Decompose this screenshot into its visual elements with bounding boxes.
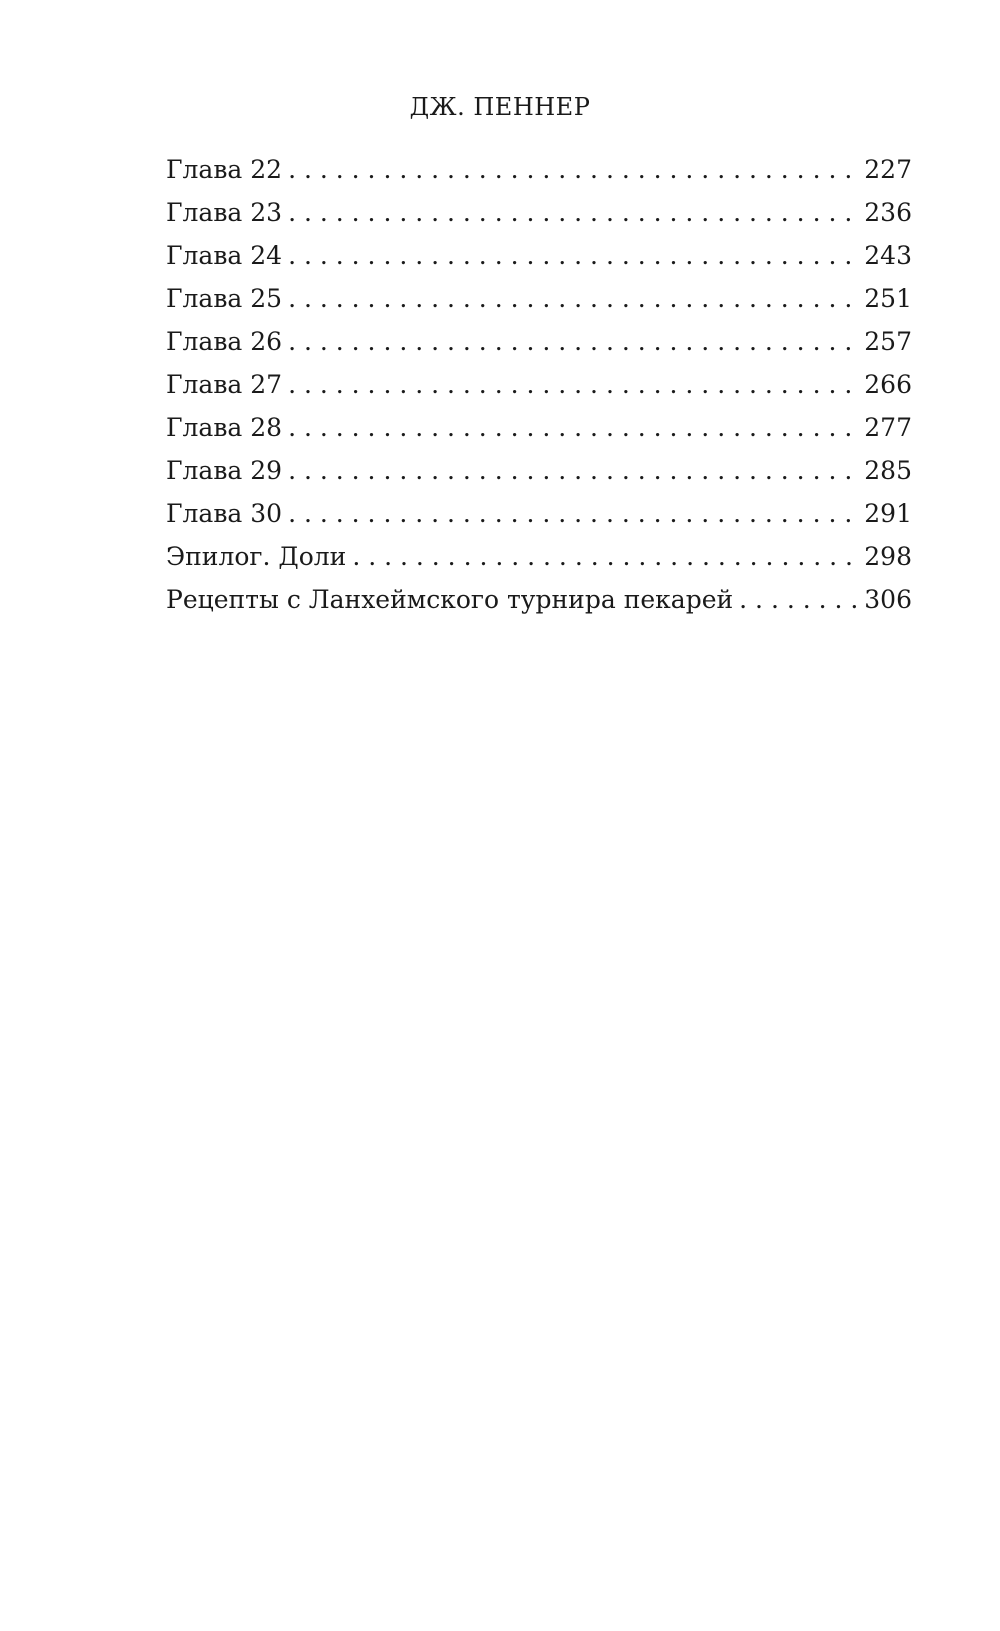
toc-entry-page: 236 [864,198,912,227]
toc-entry-title: Глава 23 [166,198,283,227]
toc-dot-leader [288,363,856,406]
toc-entry-page: 243 [864,241,912,270]
toc-entry [166,406,912,449]
toc-entry-title: Глава 24 [166,241,283,270]
toc-entry [166,277,912,320]
toc-entry-title: Эпилог. Доли [166,542,347,571]
toc-dot-leader [288,492,856,535]
toc-entry-title: Глава 27 [166,370,283,399]
toc-entry [166,535,912,578]
toc-dot-leader [739,578,856,621]
toc-entry [166,492,912,535]
toc-entry-page: 266 [864,370,912,399]
toc-dot-leader [288,277,856,320]
toc-dot-leader [352,535,856,578]
toc-entry-page: 298 [864,542,912,571]
toc-entry-title: Глава 29 [166,456,283,485]
table-of-contents [166,148,912,621]
toc-entry-title: Глава 22 [166,155,283,184]
toc-dot-leader [288,406,856,449]
running-head-author: ДЖ. ПЕННЕР [409,93,591,121]
toc-entry-title: Глава 26 [166,327,283,356]
toc-entry-title: Глава 28 [166,413,283,442]
toc-dot-leader [288,320,856,363]
toc-entry-page: 277 [864,413,912,442]
toc-entry-title: Глава 30 [166,499,283,528]
toc-entry [166,578,912,621]
toc-entry-title: Рецепты с Ланхеймского турнира пекарей [166,585,734,614]
toc-entry [166,191,912,234]
toc-entry-title: Глава 25 [166,284,283,313]
toc-dot-leader [288,191,856,234]
toc-entry-page: 306 [864,585,912,614]
toc-entry-page: 291 [864,499,912,528]
toc-dot-leader [288,234,856,277]
toc-dot-leader [288,449,856,492]
toc-entry-page: 257 [864,327,912,356]
toc-entry [166,320,912,363]
toc-entry-page: 285 [864,456,912,485]
toc-entry-page: 251 [864,284,912,313]
toc-dot-leader [288,148,856,191]
toc-entry [166,449,912,492]
toc-entry [166,148,912,191]
toc-entry-page: 227 [864,155,912,184]
toc-entry [166,363,912,406]
toc-entry [166,234,912,277]
